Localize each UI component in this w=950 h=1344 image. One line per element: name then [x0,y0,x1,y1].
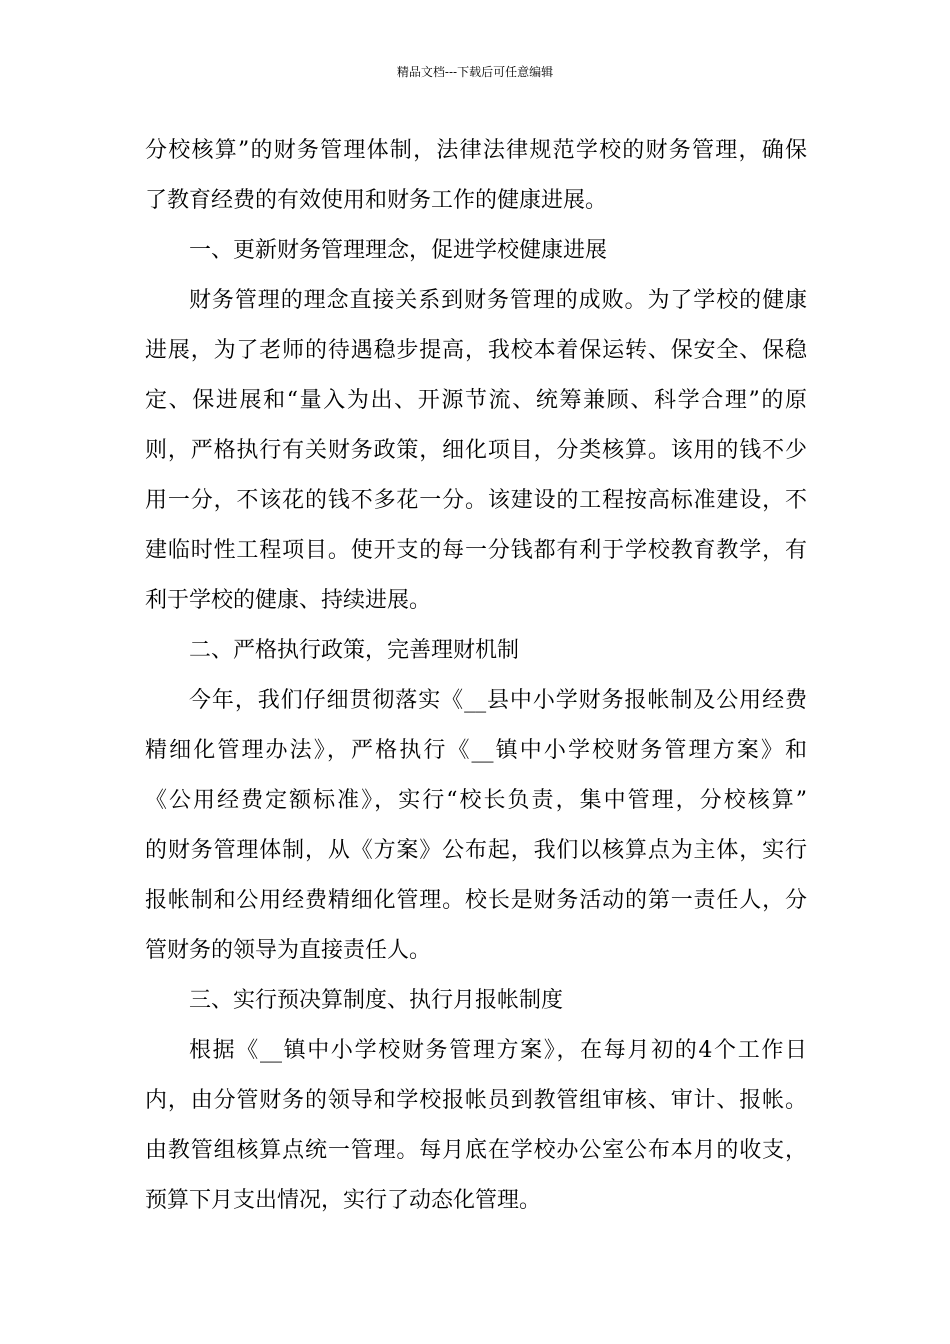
paragraph-line: 定、保进展和“量入为出、开源节流、统筹兼顾、科学合理”的原 [145,388,807,413]
paragraph-line: 今年，我们仔细贯彻落实《__县中小学财务报帐制及公用经费 [189,688,807,713]
paragraph-line: 建临时性工程项目。使开支的每一分钱都有利于学校教育教学，有 [145,538,807,563]
paragraph-line: 的财务管理体制，从《方案》公布起，我们以核算点为主体，实行 [145,838,807,863]
paragraph-line: 报帐制和公用经费精细化管理。校长是财务活动的第一责任人，分 [145,888,807,913]
paragraph-line: 由教管组核算点统一管理。每月底在学校办公室公布本月的收支， [145,1138,807,1163]
paragraph-line: 则，严格执行有关财务政策，细化项目，分类核算。该用的钱不少 [145,438,807,463]
paragraph-line: 管财务的领导为直接责任人。 [145,938,432,963]
section-heading: 三、实行预决算制度、执行月报帐制度 [189,988,564,1013]
page-header: 精品文档---下载后可任意编辑 [396,65,554,79]
paragraph-line: 分校核算”的财务管理体制，法律法律规范学校的财务管理，确保 [145,138,807,163]
paragraph-line: 根据《__镇中小学校财务管理方案》，在每月初的4个工作日 [189,1038,807,1063]
section-heading: 二、严格执行政策，完善理财机制 [189,638,520,663]
section-heading: 一、更新财务管理理念，促进学校健康进展 [189,238,608,263]
paragraph-line: 财务管理的理念直接关系到财务管理的成败。为了学校的健康 [189,288,807,313]
paragraph-line: 用一分，不该花的钱不多花一分。该建设的工程按高标准建设，不 [145,488,807,513]
paragraph-line: 利于学校的健康、持续进展。 [145,588,432,613]
paragraph-line: 预算下月支出情况，实行了动态化管理。 [145,1188,542,1213]
paragraph-line: 《公用经费定额标准》，实行“校长负责，集中管理，分校核算” [145,788,807,813]
paragraph-line: 内，由分管财务的领导和学校报帐员到教管组审核、审计、报帐。 [145,1088,807,1113]
paragraph-line: 进展，为了老师的待遇稳步提高，我校本着保运转、保安全、保稳 [145,338,807,363]
paragraph-line: 了教育经费的有效使用和财务工作的健康进展。 [145,188,608,213]
paragraph-line: 精细化管理办法》，严格执行《__镇中小学校财务管理方案》和 [145,738,807,763]
document-body [145,126,807,1226]
